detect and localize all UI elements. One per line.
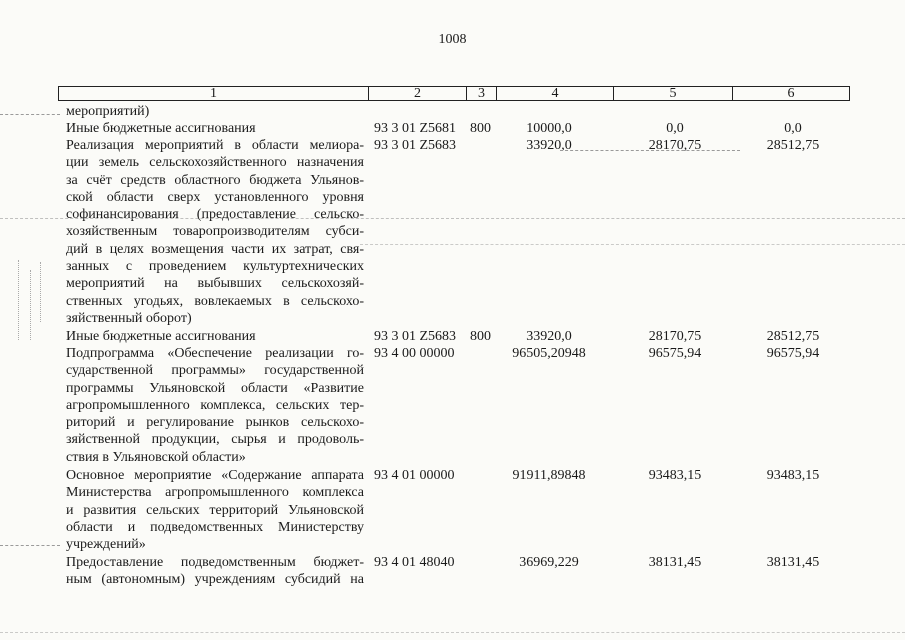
row-name-line: ствия в Ульяновской области» bbox=[66, 449, 246, 465]
row-value-6: 38131,45 bbox=[766, 555, 820, 570]
row-name-line: области и подведомственных Министерству bbox=[66, 519, 364, 535]
row-name bbox=[66, 467, 364, 553]
row-name-line: Министерства агропромышленного комплекса bbox=[66, 485, 364, 501]
row-name-line: ции земель сельскохозяйственного назначения bbox=[66, 155, 364, 171]
row-value-4: 10000,0 bbox=[526, 121, 572, 136]
row-name-line: дий в целях возмещения части их затрат, свя- bbox=[66, 241, 364, 257]
row-name bbox=[66, 137, 364, 327]
row-name-line: Иные бюджетные ассигнования bbox=[66, 329, 256, 344]
row-name-line: агропромышленного комплекса, сельских тер- bbox=[66, 397, 364, 413]
row-name bbox=[66, 103, 364, 120]
row-name-line: зяйственной продукции, сырья и продоволь- bbox=[66, 432, 364, 448]
scan-artifact bbox=[0, 218, 905, 219]
row-name-line: за счёт средств областного бюджета Ульянов- bbox=[66, 172, 364, 188]
row-value-6: 93483,15 bbox=[766, 468, 820, 483]
row-code: 93 3 01 Z5683 bbox=[374, 329, 457, 344]
row-value-5: 38131,45 bbox=[648, 555, 702, 570]
scan-artifact bbox=[30, 270, 31, 340]
scan-artifact bbox=[560, 150, 740, 151]
row-value-4: 96505,20948 bbox=[512, 346, 586, 361]
row-code: 93 3 01 Z5681 bbox=[374, 121, 457, 136]
row-value-5: 28170,75 bbox=[648, 329, 702, 344]
scan-artifact bbox=[0, 114, 60, 115]
row-value-4: 36969,229 bbox=[519, 555, 579, 570]
row-value-6: 28512,75 bbox=[766, 329, 820, 344]
row-name-line: ным (автономным) учреждениям субсидий на bbox=[66, 572, 364, 588]
row-value-5: 96575,94 bbox=[648, 346, 702, 361]
scan-artifact bbox=[0, 632, 905, 633]
scan-artifact bbox=[360, 244, 905, 245]
row-name-line: сударственной программы» государственной bbox=[66, 363, 364, 379]
row-name bbox=[66, 345, 364, 466]
row-value-4: 33920,0 bbox=[526, 329, 572, 344]
row-name-line: учреждений» bbox=[66, 537, 146, 553]
row-code: 93 4 01 48040 bbox=[374, 555, 455, 570]
row-value-5: 28170,75 bbox=[648, 138, 702, 153]
row-name-line: мероприятий) bbox=[66, 104, 150, 119]
row-name-line: софинансирования (предоставление сельско- bbox=[66, 207, 364, 223]
scan-artifact bbox=[0, 545, 60, 546]
row-name-line: и развития сельских территорий Ульяновской bbox=[66, 502, 364, 518]
row-name-line: программы Ульяновской области «Развитие bbox=[66, 380, 364, 396]
row-name bbox=[66, 120, 364, 137]
row-name-line: Основное мероприятие «Содержание аппарата bbox=[66, 468, 364, 483]
row-value-4: 33920,0 bbox=[526, 138, 572, 153]
row-code: 93 4 00 00000 bbox=[374, 346, 455, 361]
row-code: 93 3 01 Z5683 bbox=[374, 138, 457, 153]
row-code: 93 4 01 00000 bbox=[374, 468, 455, 483]
row-type: 800 bbox=[470, 121, 491, 136]
row-name-line: Предоставление подведомственным бюджет- bbox=[66, 555, 364, 570]
header-col-4: 4 bbox=[496, 87, 613, 100]
row-name-line: ственных угодьях, вовлекаемых в сельскохо- bbox=[66, 293, 364, 309]
row-name-line: зяйственный оборот) bbox=[66, 310, 192, 326]
row-value-6: 28512,75 bbox=[766, 138, 820, 153]
row-name bbox=[66, 328, 364, 345]
row-name-line: Иные бюджетные ассигнования bbox=[66, 121, 256, 136]
table-header-row bbox=[58, 86, 850, 101]
header-col-5: 5 bbox=[613, 87, 732, 100]
row-name bbox=[66, 554, 364, 589]
header-col-3: 3 bbox=[466, 87, 496, 100]
row-name-line: Подпрограмма «Обеспечение реализации го- bbox=[66, 346, 364, 361]
row-value-4: 91911,89848 bbox=[512, 468, 586, 483]
row-name-line: ской области сверх установленного уровня bbox=[66, 189, 364, 205]
page-number: 1008 bbox=[438, 32, 467, 47]
row-type: 800 bbox=[470, 329, 491, 344]
row-name-line: Реализация мероприятий в области мелиора- bbox=[66, 138, 364, 153]
header-col-1: 1 bbox=[210, 86, 217, 101]
row-value-5: 0,0 bbox=[666, 121, 684, 136]
row-name-line: риторий и регулирование рынков сельскохо- bbox=[66, 415, 364, 431]
row-value-6: 96575,94 bbox=[766, 346, 820, 361]
row-value-6: 0,0 bbox=[784, 121, 802, 136]
row-value-5: 93483,15 bbox=[648, 468, 702, 483]
row-name-line: занных с проведением культуртехнических bbox=[66, 259, 364, 275]
scan-artifact bbox=[40, 262, 41, 322]
header-col-2: 2 bbox=[368, 87, 466, 100]
scan-artifact bbox=[18, 260, 19, 340]
row-name-line: хозяйственным товаропроизводителям субси- bbox=[66, 224, 364, 240]
header-col-6: 6 bbox=[732, 87, 849, 100]
row-name-line: мероприятий на выбывших сельскохозяй- bbox=[66, 276, 364, 292]
